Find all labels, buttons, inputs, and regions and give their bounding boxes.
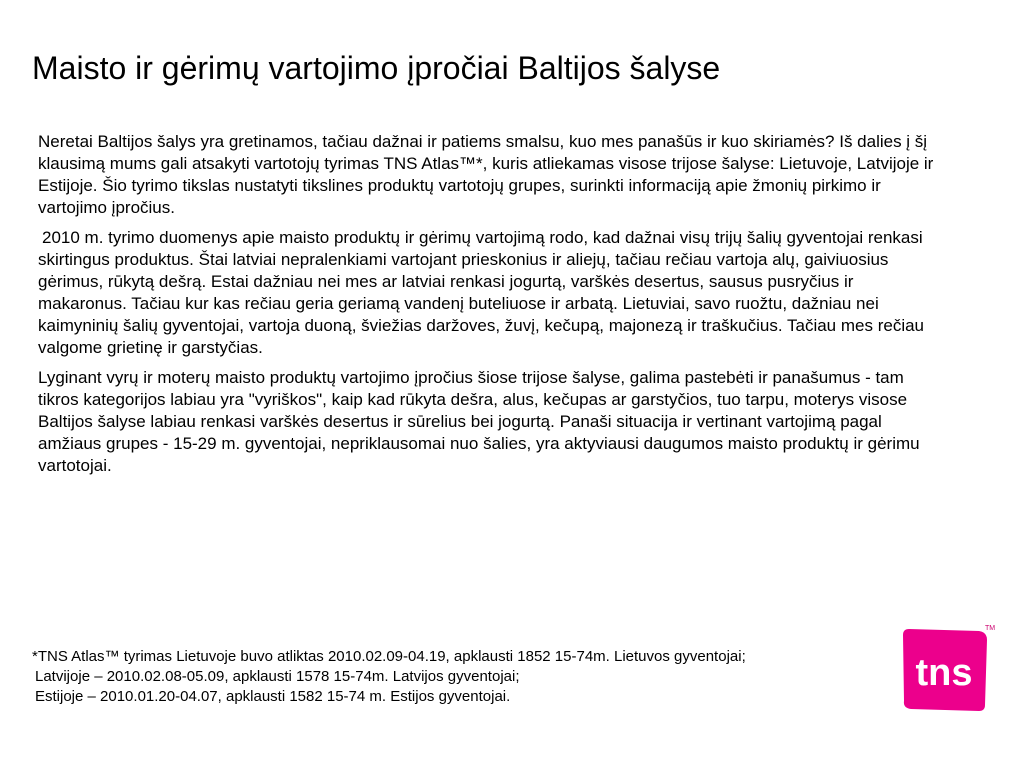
tns-logo-text: tns: [915, 652, 973, 694]
footnote-line-latvia: Latvijoje – 2010.02.08-05.09, apklausti 1578 15-74m. Latvijos gyventojai;: [35, 668, 520, 685]
paragraph-2010-data: 2010 m. tyrimo duomenys apie maisto produktų ir gėrimų vartojimą rodo, kad dažnai visų trijų šalių gyventojai renkasi skirtingus produktus. Štai latviai nepralenkiami vartojant prieskonius ir aliejų, tačiau rečiau vartoja alų, gaiviuosius gėrimus, rūkytą dešrą. Estai dažniau nei mes ar latviai renkasi jogurtą, varškės desertus, sausus pusryčius ir makaronus. Tačiau kur kas rečiau geria geriamą vandenį buteliuose ir arbatą. Lietuviai, savo ruožtu, dažniau nei kaimyninių šalių gyventojai, vartoja duoną, šviežias daržoves, žuvį, kečupą, majonezą ir traškučius. Tačiau mes rečiau valgome grietinę ir garstyčias.: [38, 228, 925, 357]
slide-title: Maisto ir gėrimų vartojimo įpročiai Baltijos šalyse: [32, 50, 721, 86]
footnote-line-lithuania: *TNS Atlas™ tyrimas Lietuvoje buvo atliktas 2010.02.09-04.19, apklausti 1852 15-74m. Lietuvos gyventojai;: [32, 648, 746, 665]
tns-logo-icon: [899, 627, 989, 713]
paragraph-intro: Neretai Baltijos šalys yra gretinamos, tačiau dažnai ir patiems smalsu, kuo mes panašūs ir kuo skiriamės? Iš dalies į šį klausimą mums gali atsakyti vartotojų tyrimas TNS Atlas™*, kuris atliekamas visose trijose šalyse: Lietuvoje, Latvijoje ir Estijoje. Šio tyrimo tikslas nustatyti tikslines produktų vartotojų grupes, surinkti informaciją apie žmonių pirkimo ir vartojimo įpročius.: [38, 132, 934, 217]
paragraph-gender-age: Lyginant vyrų ir moterų maisto produktų vartojimo įpročius šiose trijose šalyse, galima pastebėti ir panašumus - tam tikros kategorijos labiau yra "vyriškos", kaip kad rūkyta dešra, alus, kečupas ar garstyčios, tuo tarpu, moterys visose Baltijos šalyse labiau renkasi varškės desertus ir sūrelius bei jogurtą. Panaši situacija ir vertinant vartojimą pagal amžiaus grupes - 15-29 m. gyventojai, nepriklausomai nuo šalies, yra aktyviausi daugumos maisto produktų ir gėrimu vartotojai.: [38, 368, 920, 475]
trademark-symbol: TM: [985, 625, 996, 632]
footnote-line-estonia: Estijoje – 2010.01.20-04.07, apklausti 1582 15-74 m. Estijos gyventojai.: [35, 688, 511, 705]
footnote: [32, 647, 892, 707]
slide-body: [38, 131, 938, 485]
